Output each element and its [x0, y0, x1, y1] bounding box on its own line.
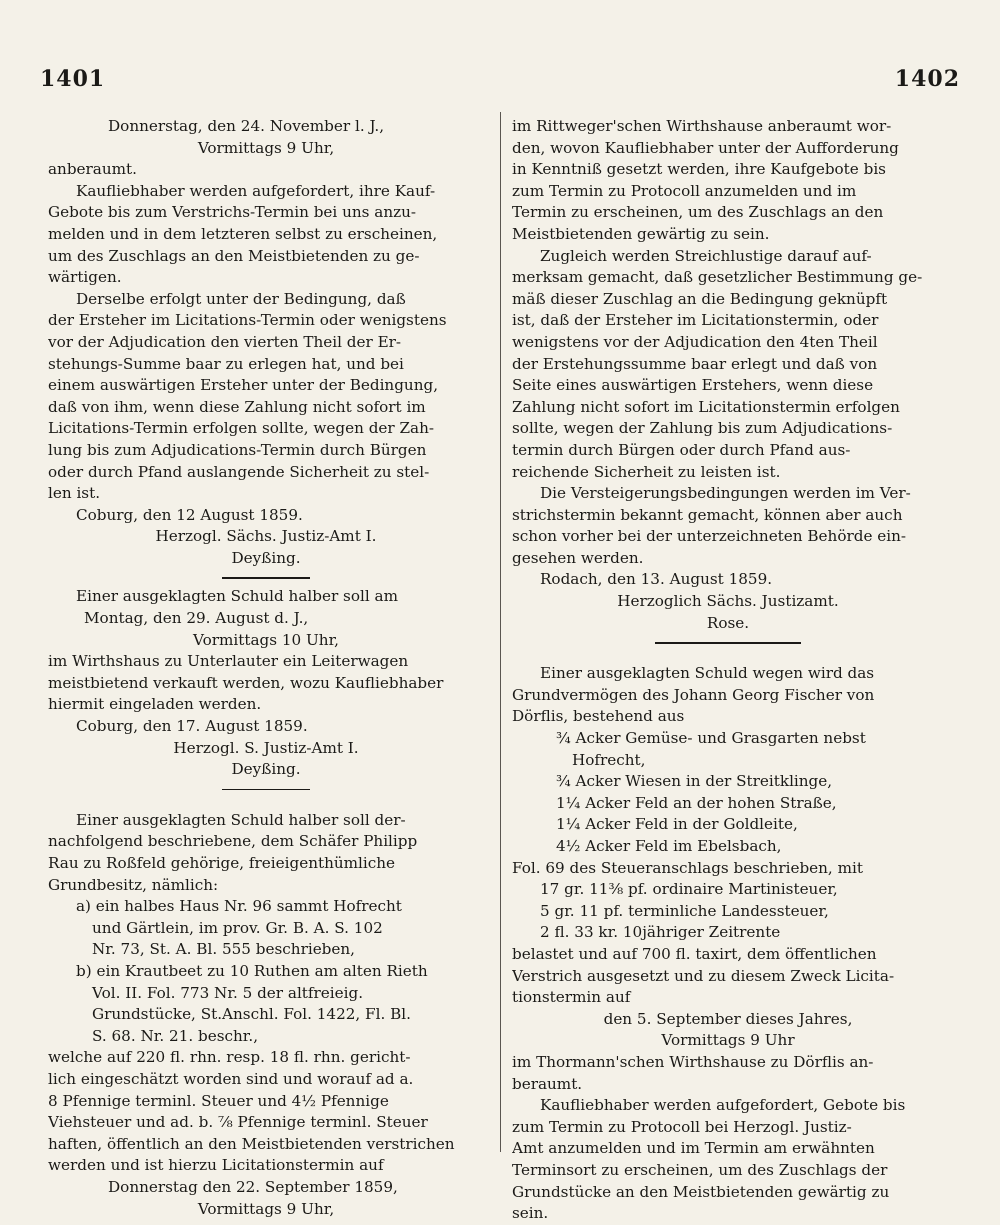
notice-line: Einer ausgeklagten Schuld wegen wird das	[540, 664, 875, 683]
notice-line: beraumt.	[512, 1074, 583, 1093]
notice-property-auction-continuation	[512, 116, 944, 634]
notice-line: haften, öffentlich an den Meistbietenden verstrichen	[48, 1134, 455, 1153]
notice-line: 4½ Acker Feld im Ebelsbach,	[556, 837, 782, 855]
notice-line: Termin zu erscheinen, um des Zuschlags an den	[512, 203, 884, 222]
notice-date: Coburg, den 12 August 1859.	[76, 505, 303, 524]
notice-line: Gebote bis zum Verstrichs-Termin bei uns anzu-	[48, 203, 417, 222]
notice-line: ¾ Acker Wiesen in der Streitklinge,	[556, 772, 833, 791]
notice-line: 8 Pfennige terminl. Steuer und 4½ Pfennige	[48, 1091, 389, 1110]
notice-line: vor der Adjudication den vierten Theil der Er-	[48, 332, 402, 351]
notice-line: ist, daß der Ersteher im Licitationstermin, oder	[512, 311, 879, 330]
notice-line: Donnerstag den 22. September 1859,	[108, 1177, 398, 1196]
notice-line: Grundstücke, St.Anschl. Fol. 1422, Fl. Bl.	[92, 1005, 411, 1024]
notice-line: Grundvermögen des Johann Georg Fischer von	[512, 685, 875, 704]
notice-line: meistbietend verkauft werden, wozu Kaufliebhaber	[48, 673, 444, 692]
notice-line: im Thormann'schen Wirthshause zu Dörflis an-	[512, 1052, 874, 1071]
notice-authority: Herzogl. Sächs. Justiz-Amt I.	[155, 527, 377, 546]
notice-line: Grundbesitz, nämlich:	[48, 875, 219, 894]
notice-line: Hofrecht,	[572, 750, 646, 769]
notice-line: Vormittags 10 Uhr,	[193, 630, 339, 649]
notice-line: Vol. II. Fol. 773 Nr. 5 der altfreieig.	[92, 983, 364, 1002]
notice-wagon-auction	[48, 586, 484, 780]
notice-line: strichstermin bekannt gemacht, können aber auch	[512, 505, 903, 524]
notice-line: ¾ Acker Gemüse- und Grasgarten nebst	[556, 729, 866, 748]
notice-line: wenigstens vor der Adjudication den 4ten Theil	[512, 332, 878, 351]
notice-line: sein.	[512, 1204, 549, 1223]
notice-line: Vormittags 9 Uhr,	[197, 138, 335, 157]
notice-line: Rau zu Roßfeld gehörige, freieigenthümliche	[48, 854, 396, 872]
right-column	[512, 116, 944, 1225]
notice-line: Montag, den 29. August d. J.,	[84, 609, 309, 628]
notice-line: Einer ausgeklagten Schuld halber soll am	[76, 587, 398, 606]
notice-auction-continuation	[48, 116, 484, 569]
notice-line: zum Termin zu Protocoll bei Herzogl. Justiz-	[512, 1117, 852, 1136]
notice-line: um des Zuschlags an den Meistbietenden zu ge-	[48, 246, 420, 265]
notice-line: Kaufliebhaber werden aufgefordert, ihre Kauf-	[76, 181, 436, 200]
notice-line: Grundstücke an den Meistbietenden gewärtig zu	[512, 1182, 890, 1201]
notice-line: 1¼ Acker Feld in der Goldleite,	[556, 815, 798, 834]
notice-line: schon vorher bei der unterzeichneten Behörde ein-	[512, 527, 907, 546]
notice-line: Die Versteigerungsbedingungen werden im Ver-	[540, 484, 911, 503]
notice-line: Amt anzumelden und im Termin am erwähnten	[512, 1139, 875, 1158]
notice-line: Kaufliebhaber werden aufgefordert, Gebote bis	[540, 1096, 906, 1115]
notice-line: im Rittweger'schen Wirthshause anberaumt wor-	[512, 117, 892, 135]
notice-line: nachfolgend beschriebene, dem Schäfer Philipp	[48, 832, 418, 851]
page-number-left: 1401	[40, 66, 106, 92]
notice-line: reichende Sicherheit zu leisten ist.	[512, 462, 781, 481]
notice-line: Nr. 73, St. A. Bl. 555 beschrieben,	[92, 940, 356, 959]
notice-line: Fol. 69 des Steueranschlags beschrieben, mit	[512, 858, 863, 877]
notice-line: in Kenntniß gesetzt werden, ihre Kaufgebote bis	[512, 160, 886, 179]
notice-line: len ist.	[48, 484, 101, 503]
notice-authority: Herzogl. S. Justiz-Amt I.	[173, 738, 359, 757]
notice-property-auction	[48, 810, 484, 1220]
notice-line: 17 gr. 11⅜ pf. ordinaire Martinisteuer,	[540, 880, 838, 899]
notice-line: im Wirthshaus zu Unterlauter ein Leiterwagen	[48, 652, 409, 671]
notice-line: hiermit eingeladen werden.	[48, 695, 262, 714]
notice-line: Verstrich ausgesetzt und zu diesem Zweck Licita-	[512, 966, 895, 985]
notice-signature: Deyßing.	[231, 548, 301, 567]
notice-line: wärtigen.	[48, 268, 122, 287]
notice-line: Meistbietenden gewärtig zu sein.	[512, 224, 770, 243]
notice-date: Rodach, den 13. August 1859.	[540, 570, 773, 589]
notice-line: b) ein Krautbeet zu 10 Ruthen am alten Rieth	[76, 961, 428, 980]
notice-line: Vormittags 9 Uhr	[661, 1031, 795, 1050]
notice-line: Viehsteuer und ad. b. ⅞ Pfennige terminl. Steuer	[48, 1113, 428, 1132]
notice-line: termin durch Bürgen oder durch Pfand aus-	[512, 440, 851, 459]
notice-line: melden und in dem letzteren selbst zu erscheinen,	[48, 224, 438, 243]
notice-line: S. 68. Nr. 21. beschr.,	[92, 1026, 259, 1045]
notice-line: und Gärtlein, im prov. Gr. B. A. S. 102	[92, 918, 383, 937]
notice-line: sollte, wegen der Zahlung bis zum Adjudications-	[512, 419, 893, 438]
notice-line: Licitations-Termin erfolgen sollte, wegen der Zah-	[48, 419, 435, 438]
notice-line: werden und ist hierzu Licitationstermin auf	[48, 1156, 384, 1175]
notice-line: Donnerstag, den 24. November l. J.,	[108, 117, 385, 135]
notice-line: belastet und auf 700 fl. taxirt, dem öffentlichen	[512, 944, 877, 963]
notice-line: Terminsort zu erscheinen, um des Zuschlags der	[512, 1160, 888, 1179]
notice-line: gesehen werden.	[512, 548, 644, 567]
notice-line: a) ein halbes Haus Nr. 96 sammt Hofrecht	[76, 897, 402, 916]
notice-line: daß von ihm, wenn diese Zahlung nicht sofort im	[48, 397, 426, 416]
notice-line: 1¼ Acker Feld an der hohen Straße,	[556, 793, 837, 812]
notice-line: anberaumt.	[48, 160, 137, 179]
notice-line: oder durch Pfand auslangende Sicherheit zu stel-	[48, 462, 430, 481]
notice-line: Vormittags 9 Uhr,	[197, 1199, 335, 1218]
notice-line: welche auf 220 fl. rhn. resp. 18 fl. rhn. gericht-	[48, 1048, 411, 1067]
notice-line: Zugleich werden Streichlustige darauf auf-	[540, 246, 872, 265]
notice-line: stehungs-Summe baar zu erlegen hat, und bei	[48, 354, 404, 373]
notice-line: Derselbe erfolgt unter der Bedingung, daß	[76, 289, 406, 308]
notice-line: den, wovon Kaufliebhaber unter der Aufforderung	[512, 138, 899, 157]
notice-line: Dörflis, bestehend aus	[512, 707, 685, 726]
notice-line: tionstermin auf	[512, 988, 631, 1007]
notice-fischer-estate-auction	[512, 663, 944, 1224]
notice-line: mäß dieser Zuschlag an die Bedingung geknüpft	[512, 289, 888, 308]
notice-line: merksam gemacht, daß gesetzlicher Bestimmung ge-	[512, 268, 923, 287]
notice-line: Einer ausgeklagten Schuld halber soll der-	[76, 810, 406, 829]
notice-line: der Ersteher im Licitations-Termin oder wenigstens	[48, 311, 447, 330]
notice-signature: Deyßing.	[231, 760, 301, 779]
notice-line: den 5. September dieses Jahres,	[603, 1009, 853, 1028]
notice-line: zum Termin zu Protocoll anzumelden und im	[512, 181, 857, 200]
notice-line: lung bis zum Adjudications-Termin durch Bürgen	[48, 440, 427, 459]
page-number-right: 1402	[894, 66, 960, 92]
column-divider	[500, 112, 501, 1152]
notice-line: der Erstehungssumme baar erlegt und daß von	[512, 354, 878, 373]
notice-line: Zahlung nicht sofort im Licitationstermin erfolgen	[512, 397, 900, 416]
left-column	[48, 116, 484, 1220]
notice-line: 5 gr. 11 pf. terminliche Landessteuer,	[540, 901, 829, 920]
notice-line: einem auswärtigen Ersteher unter der Bedingung,	[48, 376, 439, 395]
notice-line: 2 fl. 33 kr. 10jähriger Zeitrente	[540, 923, 781, 942]
notice-line: Seite eines auswärtigen Erstehers, wenn diese	[512, 376, 874, 395]
notice-authority: Herzoglich Sächs. Justizamt.	[617, 592, 839, 611]
section-divider	[512, 634, 944, 651]
section-divider	[48, 781, 484, 798]
notice-signature: Rose.	[706, 613, 750, 632]
notice-line: lich eingeschätzt worden sind und worauf ad a.	[48, 1069, 414, 1088]
notice-date: Coburg, den 17. August 1859.	[76, 717, 308, 736]
section-divider	[48, 569, 484, 586]
